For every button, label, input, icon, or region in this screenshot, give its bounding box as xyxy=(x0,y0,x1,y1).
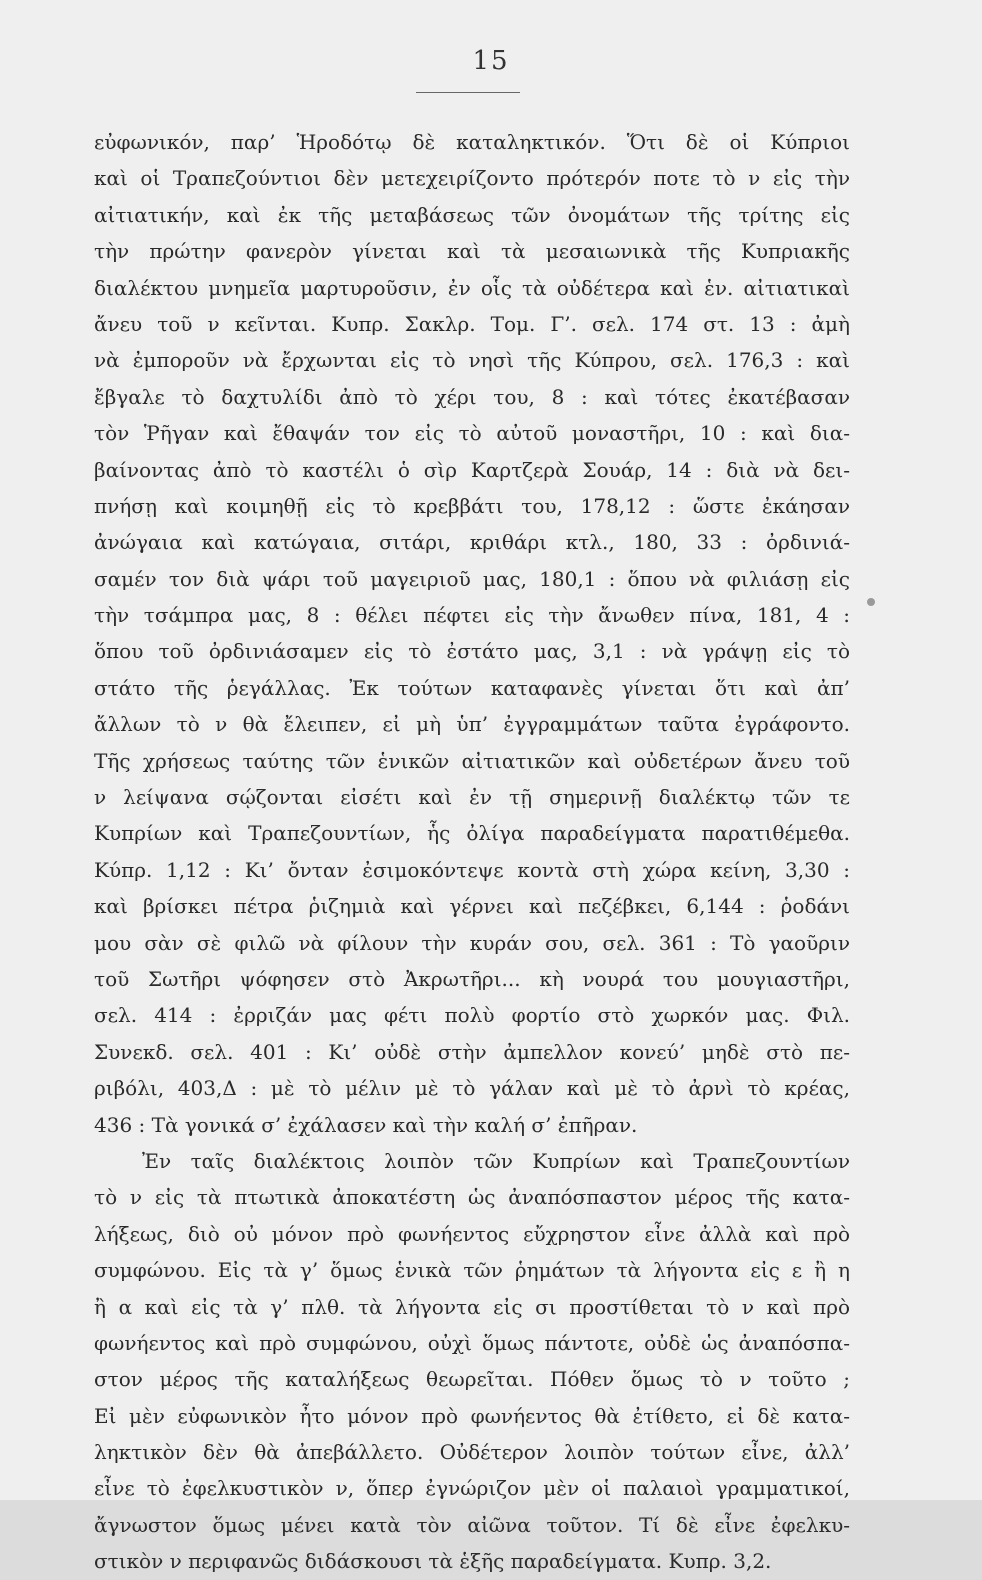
text-line: ἔβγαλε τὸ δαχτυλίδι ἀπὸ τὸ χέρι του, 8 : καὶ τότες ἐκατέβασαν xyxy=(94,384,850,409)
text-line: ληκτικὸν δὲν θὰ ἀπεβάλλετο. Οὐδέτερον λοιπὸν τούτων εἶνε, ἀλλ’ xyxy=(94,1440,850,1465)
text-line: πνήσῃ καὶ κοιμηθῇ εἰς τὸ κρεββάτι του, 178,12 : ὥστε ἐκάησαν xyxy=(94,493,850,518)
text-line: ἀνώγαια καὶ κατώγαια, σιτάρι, κριθάρι κτλ., 180, 33 : ὀρδινιά- xyxy=(94,530,850,555)
text-line: τοῦ Σωτῆρι ψόφησεν στὸ Ἀκρωτῆρι... κὴ νουρά του μουγιαστῆρι, xyxy=(94,966,850,991)
text-line: διαλέκτου μνημεῖα μαρτυροῦσιν, ἐν οἷς τὰ οὐδέτερα καὶ ἑν. αἰτιατικαὶ xyxy=(94,275,850,300)
text-line: εὐφωνικόν, παρ’ Ἡροδότῳ δὲ καταληκτικόν. Ὅτι δὲ οἱ Κύπριοι xyxy=(94,130,850,154)
text-line: ριβόλι, 403,Δ : μὲ τὸ μέλιν μὲ τὸ γάλαν καὶ μὲ τὸ ἀρνὶ τὸ κρέας, xyxy=(94,1076,850,1101)
body-text xyxy=(94,124,850,1580)
text-line: τὸν Ῥῆγαν καὶ ἔθαψάν τον εἰς τὸ αὐτοῦ μοναστῆρι, 10 : καὶ δια- xyxy=(94,421,850,446)
text-line: Κυπρίων καὶ Τραπεζουντίων, ἧς ὀλίγα παραδείγματα παρατιθέμεθα. xyxy=(94,821,850,846)
text-line: ἄλλων τὸ ν θὰ ἔλειπεν, εἰ μὴ ὑπ’ ἐγγραμμάτων ταῦτα ἐγράφοντο. xyxy=(94,712,850,737)
page-number: 15 xyxy=(472,46,510,76)
text-line: βαίνοντας ἀπὸ τὸ καστέλι ὁ σὶρ Καρτζερὰ Σουάρ, 14 : διὰ νὰ δει- xyxy=(94,457,850,482)
text-line: Συνεκδ. σελ. 401 : Κι’ οὐδὲ στὴν ἀμπελλον κονεύ’ μηδὲ στὸ πε- xyxy=(94,1039,850,1064)
text-line: νὰ ἐμποροῦν νὰ ἔρχωνται εἰς τὸ νησὶ τῆς Κύπρου, σελ. 176,3 : καὶ xyxy=(94,348,850,373)
text-line: τὴν τσάμπρα μας, 8 : θέλει πέφτει εἰς τὴν ἄνωθεν πίνα, 181, 4 : xyxy=(94,603,850,628)
text-line: τὸ ν εἰς τὰ πτωτικὰ ἀποκατέστη ὡς ἀναπόσπαστον μέρος τῆς κατα- xyxy=(94,1185,850,1210)
text-line: ἄνευ τοῦ ν κεῖνται. Κυπρ. Σακλρ. Τομ. Γ’. σελ. 174 στ. 13 : ἀμὴ xyxy=(94,311,850,336)
text-line: 436 : Τὰ γονικά σ’ ἐχάλασεν καὶ τὴν καλή σ’ ἐπῆραν. xyxy=(94,1112,638,1137)
margin-spot xyxy=(867,598,875,606)
text-line: καὶ οἱ Τραπεζούντιοι δὲν μετεχειρίζοντο πρότερόν ποτε τὸ ν εἰς τὴν xyxy=(94,166,850,191)
text-line: συμφώνου. Εἰς τὰ γ’ ὅμως ἑνικὰ τῶν ῥημάτων τὰ λήγοντα εἰς ε ἢ η xyxy=(94,1258,850,1283)
text-line: αἰτιατικήν, καὶ ἐκ τῆς μεταβάσεως τῶν ὀνομάτων τῆς τρίτης εἰς xyxy=(94,202,850,227)
text-line: σελ. 414 : ἐρριζάν μας φέτι πολὺ φορτίο στὸ χωρκόν μας. Φιλ. xyxy=(94,1003,850,1028)
text-line: εἶνε τὸ ἐφελκυστικὸν ν, ὅπερ ἐγνώριζον μὲν οἱ παλαιοὶ γραμματικοί, xyxy=(94,1476,850,1501)
text-line: φωνήεντος καὶ πρὸ συμφώνου, οὐχὶ ὅμως πάντοτε, οὐδὲ ὡς ἀναπόσπα- xyxy=(94,1330,850,1355)
paragraph-start-line: Ἐν ταῖς διαλέκτοις λοιπὸν τῶν Κυπρίων καὶ Τραπεζουντίων xyxy=(142,1148,850,1173)
text-line: ἢ α καὶ εἰς τὰ γ’ πλθ. τὰ λήγοντα εἰς σι προστίθεται τὸ ν καὶ πρὸ xyxy=(94,1294,850,1319)
text-line: λήξεως, διὸ οὐ μόνον πρὸ φωνήεντος εὔχρηστον εἶνε ἀλλὰ καὶ πρὸ xyxy=(94,1221,850,1246)
text-line: ὅπου τοῦ ὀρδινιάσαμεν εἰς τὸ ἐστάτο μας, 3,1 : νὰ γράψῃ εἰς τὸ xyxy=(94,639,850,664)
text-line: στάτο τῆς ῥεγάλλας. Ἐκ τούτων καταφανὲς γίνεται ὅτι καὶ ἀπ’ xyxy=(94,675,850,700)
text-line: μου σὰν σὲ φιλῶ νὰ φίλουν τὴν κυράν σου, σελ. 361 : Τὸ γαοῦριν xyxy=(94,930,850,955)
text-line: τὴν πρώτην φανερὸν γίνεται καὶ τὰ μεσαιωνικὰ τῆς Κυπριακῆς xyxy=(94,239,850,264)
text-line: σαμέν τον διὰ ψάρι τοῦ μαγειριοῦ μας, 180,1 : ὅπου νὰ φιλιάσῃ εἰς xyxy=(94,566,850,591)
text-line: Τῆς χρήσεως ταύτης τῶν ἑνικῶν αἰτιατικῶν καὶ οὐδετέρων ἄνευ τοῦ xyxy=(94,748,850,773)
text-line: ἄγνωστον ὅμως μένει κατὰ τὸν αἰῶνα τοῦτον. Τί δὲ εἶνε ἐφελκυ- xyxy=(94,1512,850,1537)
page-number-rule xyxy=(416,92,520,93)
text-line: Κύπρ. 1,12 : Κι’ ὄνταν ἐσιμοκόντεψε κοντὰ στὴ χώρα κείνη, 3,30 : xyxy=(94,857,850,882)
text-line: ν λείψανα σῴζονται εἰσέτι καὶ ἐν τῇ σημερινῇ διαλέκτῳ τῶν τε xyxy=(94,785,850,810)
text-line: καὶ βρίσκει πέτρα ῥιζημιὰ καὶ γέρνει καὶ πεζέβκει, 6,144 : ῥοδάνι xyxy=(94,894,850,919)
text-line: στικὸν ν περιφανῶς διδάσκουσι τὰ ἑξῆς παραδείγματα. Κυπρ. 3,2. xyxy=(94,1549,772,1574)
text-line: Εἰ μὲν εὐφωνικὸν ἦτο μόνον πρὸ φωνήεντος θὰ ἐτίθετο, εἰ δὲ κατα- xyxy=(94,1403,850,1428)
text-line: στον μέρος τῆς καταλήξεως θεωρεῖται. Πόθεν ὅμως τὸ ν τοῦτο ; xyxy=(94,1367,850,1392)
